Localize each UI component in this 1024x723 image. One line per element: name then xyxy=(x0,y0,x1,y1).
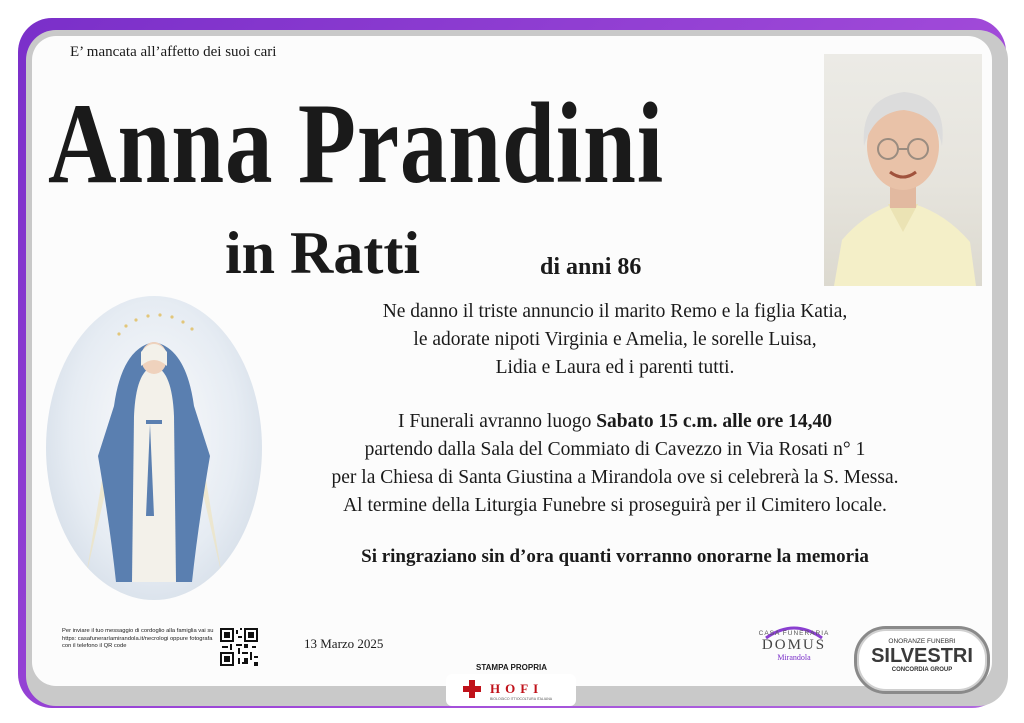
hofi-logo-icon xyxy=(462,679,482,699)
domus-logo xyxy=(752,630,836,662)
silvestri-top: ONORANZE FUNEBRI xyxy=(888,638,956,645)
condolence-note: Per inviare il tuo messaggio di cordoglio alla famiglia vai su https: casafuneraríamirandola.it/necrologi oppure fotografa con il telefono il QR code xyxy=(62,628,214,649)
intro-line: E’ mancata all’affetto dei suoi cari xyxy=(70,44,277,60)
funeral-line: Al termine della Liturgia Funebre si proseguirà per il Cimitero locale. xyxy=(343,495,887,516)
announcement-block xyxy=(270,298,960,382)
funeral-line-intro: I Funerali avranno luogo xyxy=(398,411,597,432)
announcement-line: le adorate nipoti Virginia e Amelia, le sorelle Luisa, xyxy=(413,329,817,350)
publication-date: 13 Marzo 2025 xyxy=(304,636,384,651)
qr-code[interactable] xyxy=(220,628,258,666)
funeral-line: partendo dalla Sala del Commiato di Cavezzo in Via Rosati n° 1 xyxy=(364,439,866,460)
funeral-line: per la Chiesa di Santa Giustina a Mirandola ove si celebrerà la S. Messa. xyxy=(331,467,899,488)
funeral-line xyxy=(270,408,960,436)
domus-place: Mirandola xyxy=(777,653,811,662)
silvestri-name: SILVESTRI xyxy=(871,645,973,667)
madonna-image xyxy=(46,296,262,600)
funeral-block xyxy=(270,408,960,520)
hofi-logo-text: HOFI xyxy=(490,681,544,696)
age-label: di anni 86 xyxy=(540,254,642,280)
domus-top: CASA FUNERARIA xyxy=(758,630,830,637)
portrait-photo xyxy=(824,54,982,286)
silvestri-logo xyxy=(854,626,990,694)
thanks-line: Si ringraziano sin d’ora quanti vorranno onorarne la memoria xyxy=(361,546,869,567)
deceased-name: Anna Prandini xyxy=(48,80,664,208)
funeral-datetime: Sabato 15 c.m. alle ore 14,40 xyxy=(596,411,832,432)
hofi-subtitle: BIOLOGICO ITTIOCOLTURA ITALIANA xyxy=(490,697,553,701)
silvestri-sub: CONCORDIA GROUP xyxy=(891,667,953,673)
announcement-line: Lidia e Laura ed i parenti tutti. xyxy=(495,357,735,378)
domus-name: DOMUS xyxy=(761,637,827,653)
married-name: in Ratti xyxy=(225,220,420,286)
stampa-label: STAMPA PROPRIA xyxy=(476,663,547,672)
announcement-line: Ne danno il triste annuncio il marito Remo e la figlia Katia, xyxy=(382,301,848,322)
